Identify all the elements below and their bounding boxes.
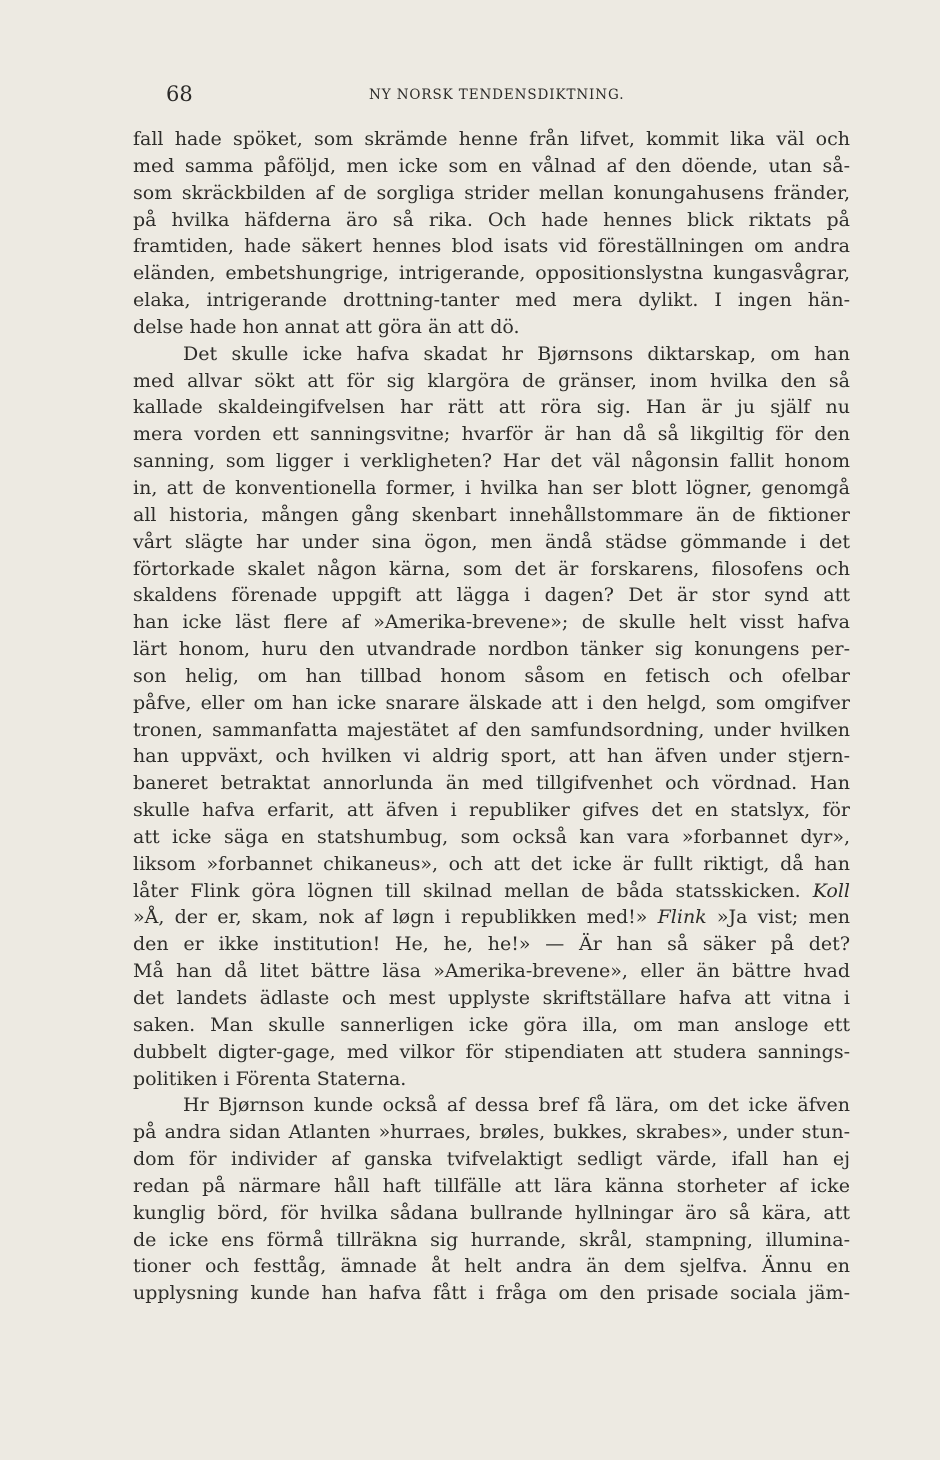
- text-line: förtorkade skalet någon kärna, som det är forskarens, filosofens och: [133, 557, 850, 580]
- speaker-name: Koll: [812, 879, 850, 902]
- text-line: lärt honom, huru den utvandrade nordbon tänker sig konungens per-: [133, 638, 850, 661]
- text-segment: »Ja vist; men: [716, 906, 850, 929]
- body-text: [133, 126, 850, 1307]
- text-line: med allvar sökt att för sig klargöra de gränser, inom hvilka den så: [133, 369, 850, 392]
- text-line: sanning, som ligger i verkligheten? Har det väl någonsin fallit honom: [133, 450, 850, 473]
- text-line: den er ikke institution! He, he, he!» — Är han så säker på det?: [133, 933, 850, 956]
- text-line: all historia, mången gång skenbart innehållstommare än de fiktioner: [133, 503, 850, 526]
- text-line: skaldens förenade uppgift att lägga i dagen? Det är stor synd att: [133, 584, 850, 607]
- text-line: in, att de konventionella former, i hvilka han ser blott lögner, genomgå: [133, 476, 850, 499]
- text-line: Hr Bjørnson kunde också af dessa bref få lära, om det icke äfven: [183, 1094, 850, 1117]
- text-line: eländen, embetshungrige, intrigerande, oppositionslystna kungasvågrar,: [133, 262, 850, 285]
- text-line: på hvilka häfderna äro så rika. Och hade hennes blick riktats på: [133, 208, 850, 231]
- text-line: kallade skaldeingifvelsen har rätt att röra sig. Han är ju själf nu: [133, 396, 850, 419]
- text-line: upplysning kunde han hafva fått i fråga om den prisade sociala jäm-: [133, 1282, 850, 1305]
- speaker-name: Flink: [657, 906, 707, 929]
- text-line: att icke säga en statshumbug, som också kan vara »forbannet dyr»,: [133, 825, 850, 848]
- text-line: politiken i Förenta Staterna.: [133, 1067, 407, 1090]
- text-line: på andra sidan Atlanten »hurraes, brøles, bukkes, skrabes», under stun-: [133, 1121, 850, 1144]
- text-line: skulle hafva erfarit, att äfven i republiker gifves det en statslyx, för: [133, 799, 850, 822]
- text-line: dom för individer af ganska tvifvelaktigt sedligt värde, ifall han ej: [133, 1148, 850, 1171]
- text-line-with-speaker: [133, 878, 850, 905]
- text-line: som skräckbilden af de sorgliga strider mellan konungahusens fränder,: [133, 181, 850, 204]
- text-line-with-speaker: [133, 904, 850, 931]
- text-line: vårt slägte har under sina ögon, men ändå städse gömmande i det: [133, 530, 850, 553]
- running-head: [133, 82, 850, 108]
- text-line: Må han då litet bättre läsa »Amerika-brevene», eller än bättre hvad: [133, 960, 850, 983]
- text-line: påfve, eller om han icke snarare älskade att i den helgd, som omgifver: [133, 691, 850, 714]
- running-title: NY NORSK TENDENSDIKTNING.: [369, 87, 625, 103]
- text-line: elaka, intrigerande drottning-tanter med mera dylikt. I ingen hän-: [133, 289, 850, 312]
- text-line: han uppväxt, och hvilken vi aldrig sport, att han äfven under stjern-: [133, 745, 850, 768]
- text-line: framtiden, hade säkert hennes blod isats vid föreställningen om andra: [133, 235, 850, 258]
- text-line: tioner och festtåg, ämnade åt helt andra än dem sjelfva. Ännu en: [133, 1255, 850, 1278]
- text-segment: »Å, der er, skam, nok af løgn i republikken med!»: [133, 906, 648, 929]
- text-line: son helig, om han tillbad honom såsom en fetisch och ofelbar: [133, 664, 850, 687]
- text-line: liksom »forbannet chikaneus», och att det icke är fullt riktigt, då han: [133, 852, 850, 875]
- text-line: fall hade spöket, som skrämde henne från lifvet, kommit lika väl och: [133, 128, 850, 150]
- text-line: han icke läst flere af »Amerika-brevene»; de skulle helt visst hafva: [133, 611, 850, 634]
- text-line: delse hade hon annat att göra än att dö.: [133, 315, 520, 338]
- text-line: baneret betraktat annorlunda än med tillgifvenhet och vördnad. Han: [133, 772, 850, 795]
- text-line: tronen, sammanfatta majestätet af den samfundsordning, under hvilken: [133, 718, 850, 741]
- text-line: Det skulle icke hafva skadat hr Bjørnsons diktarskap, om han: [183, 342, 850, 365]
- page-number: 68: [166, 82, 193, 106]
- text-line: dubbelt digter-gage, med vilkor för stipendiaten att studera sannings-: [133, 1040, 850, 1063]
- text-line: mera vorden ett sanningsvitne; hvarför är han då så likgiltig för den: [133, 423, 850, 446]
- text-line: saken. Man skulle sannerligen icke göra illa, om man ansloge ett: [133, 1013, 850, 1036]
- text-segment: låter Flink göra lögnen till skilnad mellan de båda statsskicken.: [133, 879, 801, 902]
- text-line: med samma påföljd, men icke som en vålnad af den döende, utan så-: [133, 154, 850, 177]
- text-line: redan på närmare håll haft tillfälle att lära känna storheter af icke: [133, 1174, 850, 1197]
- text-line: de icke ens förmå tillräkna sig hurrande, skrål, stampning, illumina-: [133, 1228, 850, 1251]
- text-line: det landets ädlaste och mest upplyste skriftställare hafva att vitna i: [133, 987, 850, 1009]
- text-line: kunglig börd, för hvilka sådana bullrande hyllningar äro så kära, att: [133, 1201, 850, 1224]
